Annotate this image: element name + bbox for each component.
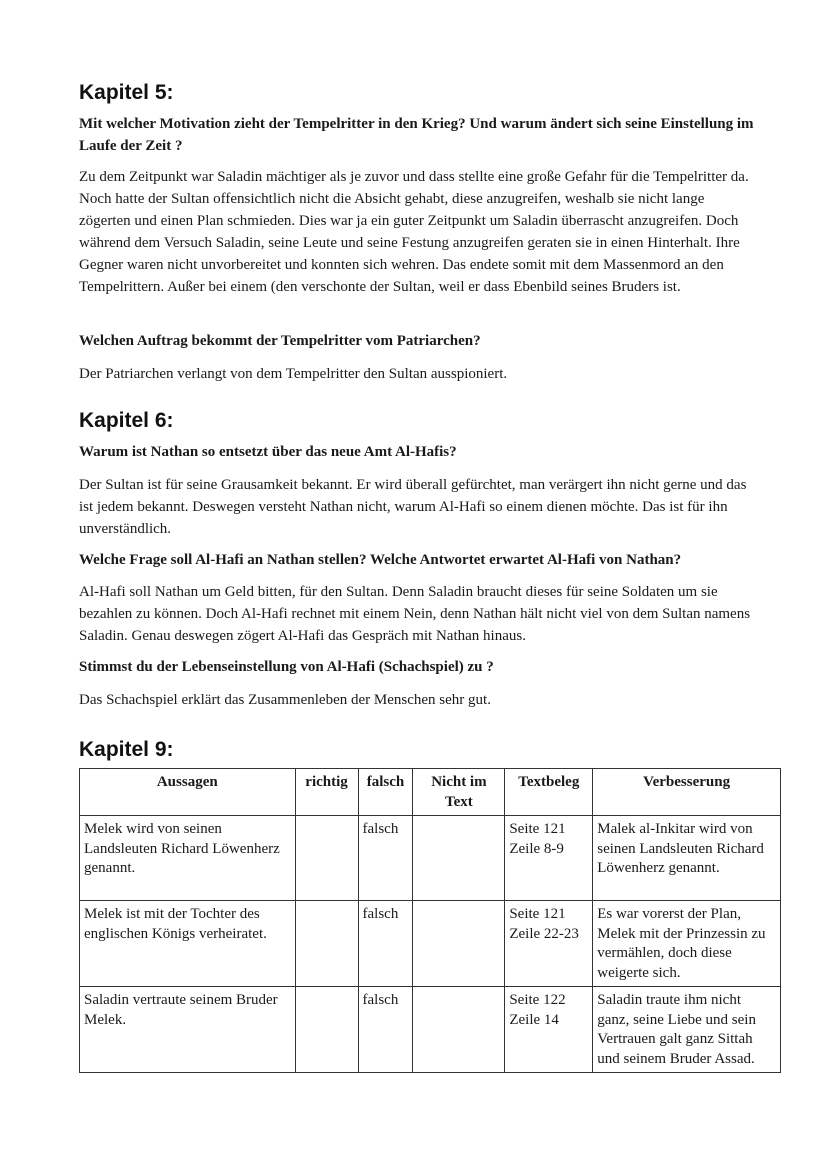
cell-falsch: falsch: [358, 901, 413, 987]
chapter-6-answer-2: Al-Hafi soll Nathan um Geld bitten, für den Sultan. Denn Saladin braucht dieses für seine Soldaten um sie bezahlen zu können. Doch Al-Hafi rechnet mit einem Nein, denn Nathan hält nicht viel von dem Sultan namens Saladin. Genau deswegen zögert Al-Hafi das Gespräch mit Nathan hinaus.: [79, 584, 751, 644]
chapter-6-question-2: Welche Frage soll Al-Hafi an Nathan stellen? Welche Antwortet erwartet Al-Hafi von Nathan?: [79, 552, 682, 568]
cell-falsch: falsch: [358, 987, 413, 1073]
cell-verbesserung: Malek al-Inkitar wird von seinen Landsleuten Richard Löwenherz genannt.: [593, 816, 781, 901]
cell-textbeleg: Seite 122 Zeile 14: [505, 987, 593, 1073]
cell-nicht-im-text: [413, 901, 505, 987]
chapter-5-question-2: Welchen Auftrag bekommt der Tempelritter vom Patriarchen?: [79, 333, 481, 349]
chapter-9-heading: Kapitel 9:: [79, 738, 174, 761]
cell-aussage: Melek ist mit der Tochter des englischen Königs verheiratet.: [80, 901, 296, 987]
cell-aussage: Saladin vertraute seinem Bruder Melek.: [80, 987, 296, 1073]
cell-richtig: [295, 901, 358, 987]
chapter-5-heading: Kapitel 5:: [79, 81, 174, 104]
cell-nicht-im-text: [413, 816, 505, 901]
chapter-6-answer-3: Das Schachspiel erklärt das Zusammenleben der Menschen sehr gut.: [79, 692, 491, 708]
chapter-6-question-3: Stimmst du der Lebenseinstellung von Al-Hafi (Schachspiel) zu ?: [79, 659, 494, 675]
cell-textbeleg: Seite 121 Zeile 8-9: [505, 816, 593, 901]
table-header-row: [80, 769, 781, 816]
chapter-5-question-1: Mit welcher Motivation zieht der Tempelritter in den Krieg? Und warum ändert sich seine Einstellung im Laufe der Zeit ?: [79, 116, 754, 154]
chapter-6-answer-1: Der Sultan ist für seine Grausamkeit bekannt. Er wird überall gefürchtet, man verärgert ihn nicht gerne und das ist jedem bekannt. Deswegen versteht Nathan nicht, warum Al-Hafi so einem dienen möchte. Das ist für ihn unverständlich.: [79, 477, 747, 537]
chapter-5-answer-1: Zu dem Zeitpunkt war Saladin mächtiger als je zuvor und dass stellte eine große Gefahr für die Tempelritter da. Noch hatte der Sultan offensichtlich nicht die Absicht gehabt, diese anzugreifen, weshalb sie nicht lange zögerten und einen Plan schmieden. Dies war ja ein guter Zeitpunkt um Saladin überrascht anzugreifen. Doch während dem Versuch Saladin, seine Leute und seine Festung anzugreifen geraten sie in einen Hinterhalt. Ihre Gegner waren nicht unvorbereitet und konnten sich wehren. Das endete somit mit dem Massenmord an den Tempelrittern. Außer bei einem (den verschonte der Sultan, weil er dass Ebenbild seines Bruders ist.: [79, 169, 749, 295]
header-verbesserung: Verbesserung: [593, 769, 781, 816]
table-row: [80, 901, 781, 987]
header-richtig: richtig: [295, 769, 358, 816]
cell-verbesserung: Saladin traute ihm nicht ganz, seine Liebe und sein Vertrauen galt ganz Sittah und seinem Bruder Assad.: [593, 987, 781, 1073]
cell-aussage: Melek wird von seinen Landsleuten Richard Löwenherz genannt.: [80, 816, 296, 901]
table-row: [80, 816, 781, 901]
cell-falsch: falsch: [358, 816, 413, 901]
cell-richtig: [295, 816, 358, 901]
cell-verbesserung: Es war vorerst der Plan, Melek mit der Prinzessin zu vermählen, doch diese weigerte sich.: [593, 901, 781, 987]
cell-nicht-im-text: [413, 987, 505, 1073]
chapter-5-answer-2: Der Patriarchen verlangt von dem Tempelritter den Sultan ausspioniert.: [79, 366, 508, 382]
cell-richtig: [295, 987, 358, 1073]
cell-textbeleg: Seite 121 Zeile 22-23: [505, 901, 593, 987]
header-textbeleg: Textbeleg: [505, 769, 593, 816]
table-row: [80, 987, 781, 1073]
header-aussagen: Aussagen: [80, 769, 296, 816]
header-falsch: falsch: [358, 769, 413, 816]
header-nicht-im-text: Nicht im Text: [413, 769, 505, 816]
chapter-6-question-1: Warum ist Nathan so entsetzt über das neue Amt Al-Hafis?: [79, 444, 457, 460]
chapter-6-heading: Kapitel 6:: [79, 409, 174, 432]
statements-table: [79, 768, 781, 1073]
